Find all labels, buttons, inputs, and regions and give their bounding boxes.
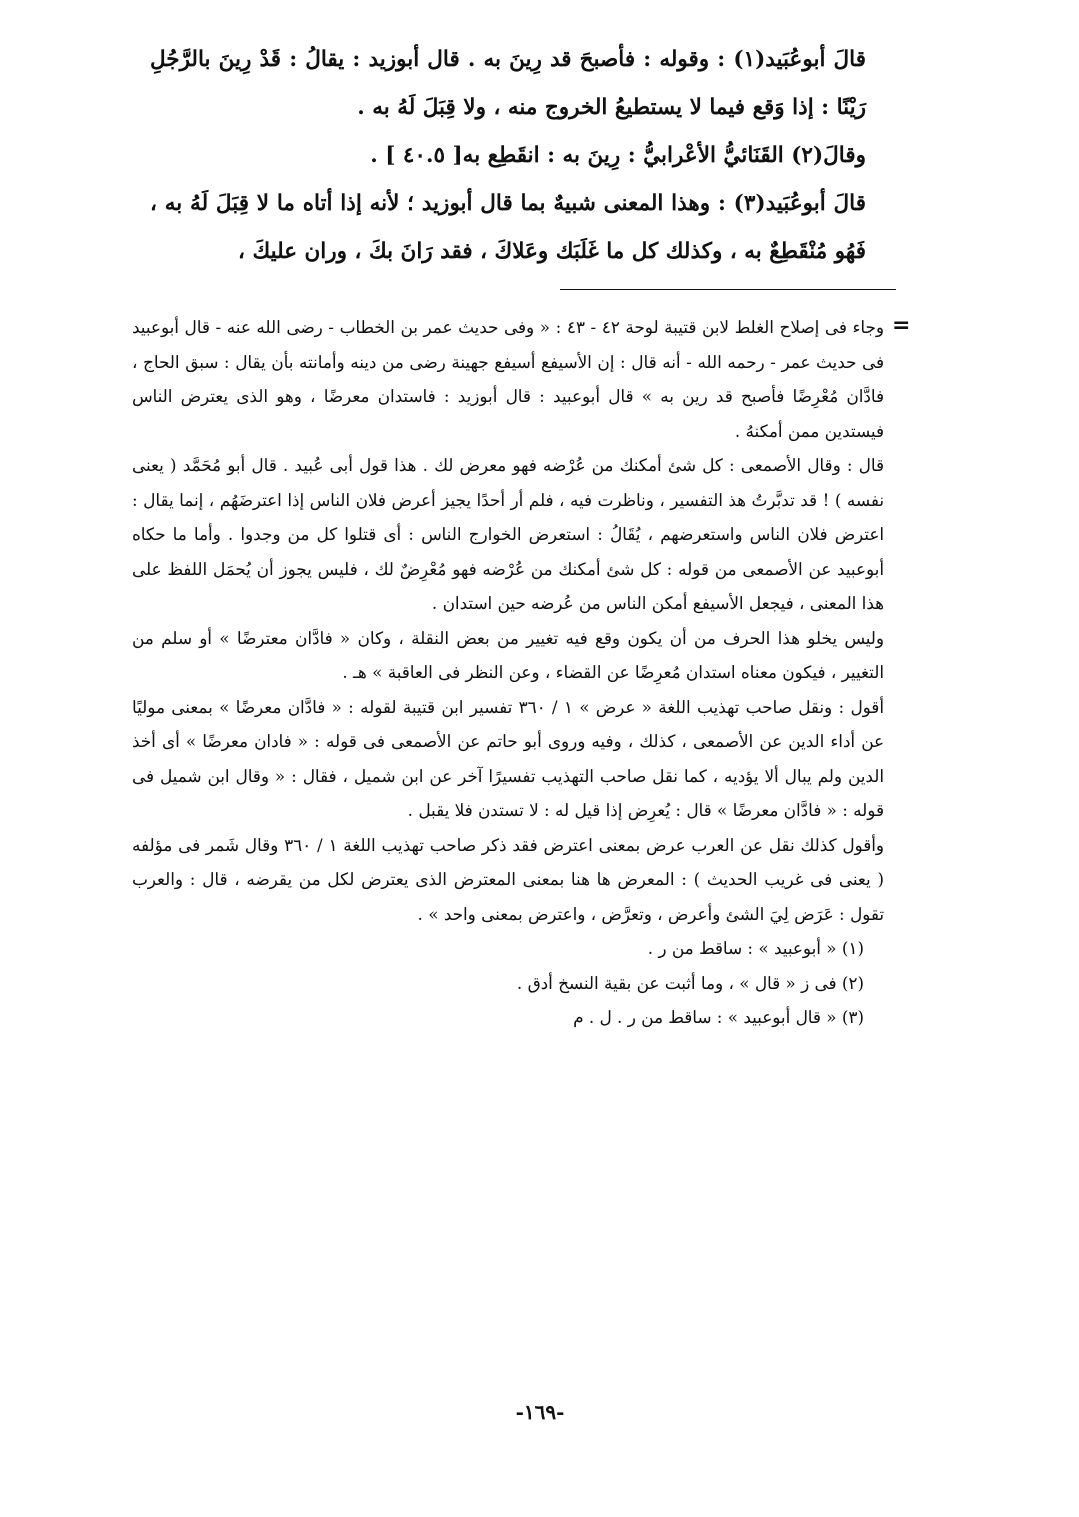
footnote-1: (١) « أبوعبيد » : ساقط من ر . [647, 938, 864, 958]
footnote-3: (٣) « قال أبوعبيد » : ساقط من ر . ل . م [573, 1007, 864, 1027]
note-paragraph-3: وليس يخلو هذا الحرف من أن يكون وقع فيه تغيير من بعض النقلة ، وكان « فادَّان معترضًا » أو سلم من التغيير ، فيكون معناه استدان مُعرِضًا عن القضاء ، وعن النظر فى العاقبة » هـ . [132, 627, 884, 682]
note-paragraph-4: أقول : ونقل صاحب تهذيب اللغة « عرض » ١ / ٣٦٠ تفسير ابن قتيبة لقوله : « فادَّان معرضًا » بمعنى موليًا عن أداء الدين عن الأصمعى ، كذلك ، وفيه وروى أبو حاتم عن الأصمعى فى قوله : « فادان معرضًا » أى أخذ الدين ولم يبال ألا يؤديه ، كما نقل صاحب التهذيب تفسيرًا آخر عن ابن شميل ، فقال : « وقال ابن شميل فى قوله : « فادَّان معرضًا » قال : يُعرِض إذا قيل له : لا تستدن فلا يقبل . [132, 696, 884, 820]
main-paragraph-2: وقالَ(٢) القَنَائيُّ الأعْرابيُّ : رِينَ به : انقَطِع به[ ٤٠.٥ ] . [370, 143, 866, 168]
note-paragraph-2: قال : وقال الأصمعى : كل شئ أمكنك من عُرْضه فهو معرض لك . هذا قول أبى عُبيد . قال أبو مُحَمَّد ( يعنى نفسه ) ! قد تدبَّرتُ هذ التفسير ، وناظرت فيه ، فلم أر أحدًا يجيز أعرض فلان الناس إذا اعترضَهُم ، إنما يقال : اعترض فلان الناس واستعرضهم ، يُقَالُ : استعرض الخوارج الناس : أى قتلوا كل من وجدوا . وأما ما حكاه أبوعبيد عن الأصمعى من قوله : كل شئ أمكنك من عُرْضه فهو مُعْرِضٌ لك ، فليس يجوز أن يُحمَل اللفظ على هذا المعنى ، فيجعل الأسيفع أمكن الناس من عُرضه حين استدان . [132, 455, 884, 613]
page-number: -١٦٩- [515, 1400, 565, 1424]
continuation-marker: = [892, 313, 911, 338]
note-paragraph-1: وجاء فى إصلاح الغلط لابن قتيبة لوحة ٤٢ - ٤٣ : « وفى حديث عمر بن الخطاب - رضى الله عنه - قال أبوعبيد فى حديث عمر - رحمه الله - أنه قال : إن الأسيفع أسيفع جهينة رضى من دينه وأمانته بأن يقال : سبق الحاج ، فادَّان مُعْرِضًا فأصبح قد رين به » قال أبوعبيد : قال أبوزيد : فاستدان معرضًا ، وهو الذى يعترض الناس فيستدين ممن أمكنهُ . [132, 317, 884, 441]
main-paragraph-1: قالَ أبوعُبَيد(١) : وقوله : فأصبحَ قد رِينَ به . قال أبوزيد : يقالُ : قَدْ رِينَ بالرَّجُلِ رَيْنًا : إذا وَقع فيما لا يستطيعُ الخروج منه ، ولا قِبَلَ لَهُ به . [150, 47, 866, 120]
footnote-separator-rule [560, 289, 896, 290]
footnotes-section [132, 310, 884, 1035]
main-paragraph-3: قالَ أبوعُبَيد(٣) : وهذا المعنى شبيهٌ بما قال أبوزيد ؛ لأنه إذا أتاه ما لا قِبَلَ لَهُ به ، فَهُو مُنْقَطِعٌ به ، وكذلك كل ما غَلَبَك وعَلاكَ ، فقد رَانَ بكَ ، وران عليكَ ، [150, 191, 866, 264]
main-text [150, 36, 894, 276]
footnote-2: (٢) فى ز « قال » ، وما أثبت عن بقية النسخ أدق . [516, 972, 864, 993]
note-paragraph-5: وأقول كذلك نقل عن العرب عرض بمعنى اعترض فقد ذكر صاحب تهذيب اللغة ١ / ٣٦٠ وقال شَمر فى مؤلفه ( يعنى فى غريب الحديث ) : المعرض ها هنا بمعنى المعترض الذى يعترض لكل من يقرضه ، قال : والعرب تقول : عَرَض لِيَ الشئ وأعرض ، وتعرَّض ، واعترض بمعنى واحد » . [132, 834, 884, 924]
